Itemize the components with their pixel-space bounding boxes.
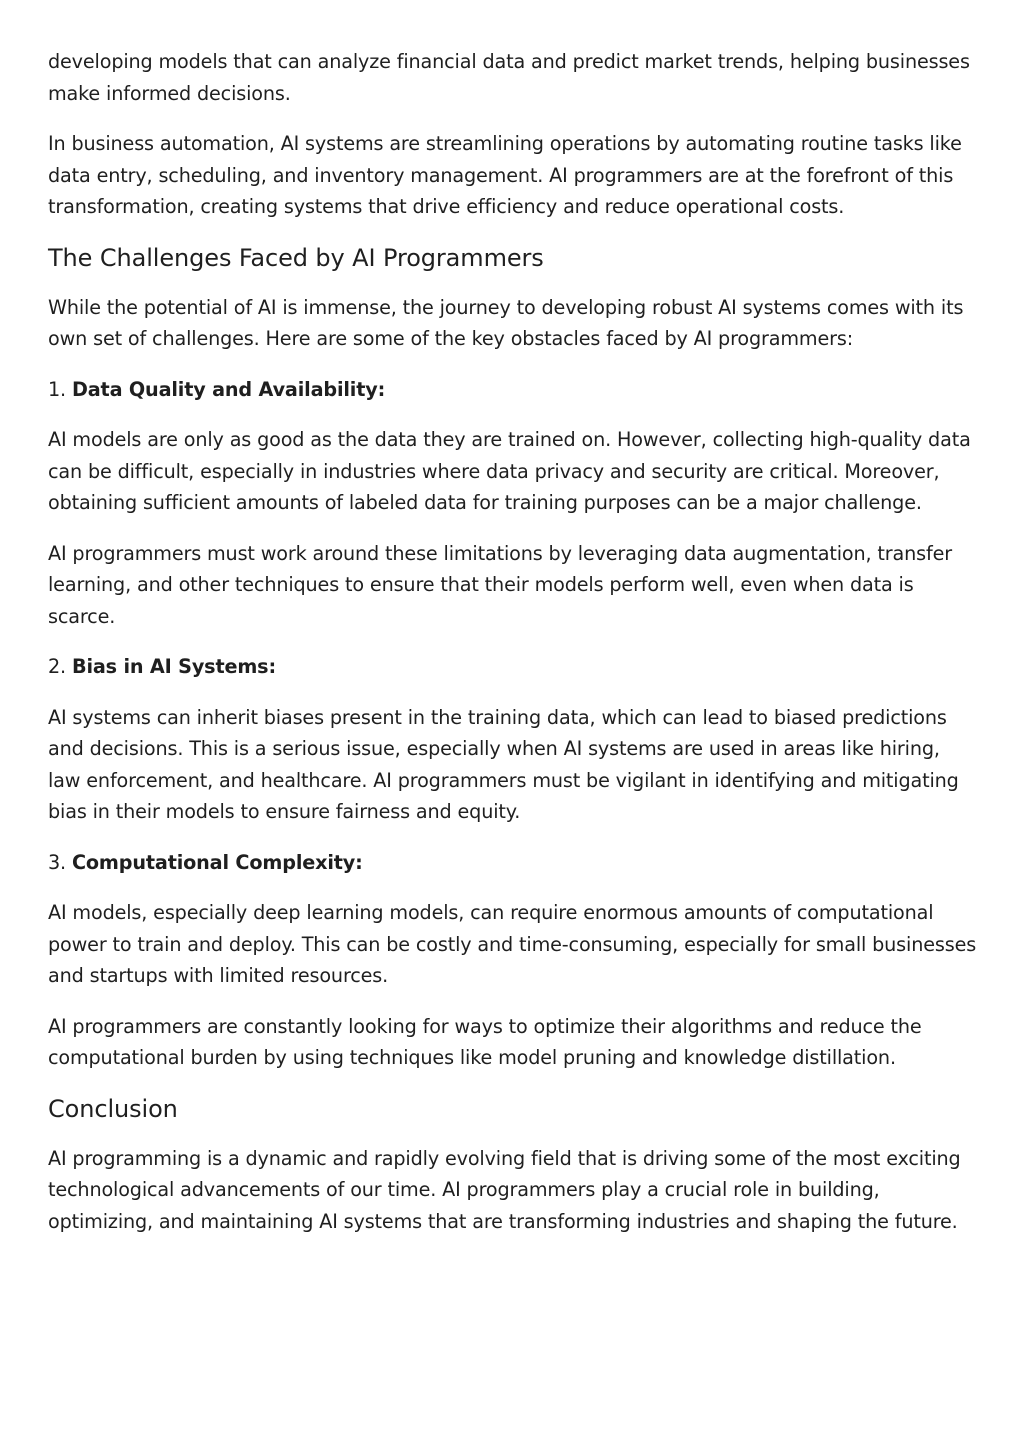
challenge-1-title: Data Quality and Availability: bbox=[71, 377, 386, 401]
challenge-1-number: 1. bbox=[48, 377, 67, 401]
challenge-3-title: Computational Complexity: bbox=[71, 850, 363, 874]
challenge-3-number: 3. bbox=[48, 850, 67, 874]
challenges-intro: While the potential of AI is immense, the journey to developing robust AI systems comes with its own set of challenges. Here are some of the key obstacles faced by AI programmers: bbox=[48, 295, 964, 350]
challenge-3-paragraph-1: AI models, especially deep learning models, can require enormous amounts of computational power to train and deploy. This can be costly and time-consuming, especially for small businesses and startups with limited resources. bbox=[48, 901, 977, 987]
document-page bbox=[48, 46, 978, 1256]
paragraph-business-automation: In business automation, AI systems are streamlining operations by automating routine tasks like data entry, scheduling, and inventory management. AI programmers are at the forefront of this transformation, creating systems that drive efficiency and reduce operational costs. bbox=[48, 132, 962, 218]
challenges-heading: The Challenges Faced by AI Programmers bbox=[48, 243, 544, 272]
challenge-2-paragraph-1: AI systems can inherit biases present in the training data, which can lead to biased predictions and decisions. This is a serious issue, especially when AI systems are used in areas like hiring, law enforcement, and healthcare. AI programmers must be vigilant in identifying and mitigating bias in their models to ensure fairness and equity. bbox=[48, 705, 959, 823]
challenge-3-heading bbox=[48, 847, 978, 879]
conclusion-paragraph: AI programming is a dynamic and rapidly evolving field that is driving some of the most exciting technological advancements of our time. AI programmers play a crucial role in building, optimizing, and maintaining AI systems that are transforming industries and shaping the future. bbox=[48, 1146, 961, 1233]
challenge-2-heading bbox=[48, 651, 978, 683]
challenge-1-paragraph-1: AI models are only as good as the data they are trained on. However, collecting high-quality data can be difficult, especially in industries where data privacy and security are critical. Moreover, obtaining sufficient amounts of labeled data for training purposes can be a major challenge. bbox=[48, 428, 971, 514]
challenge-1-heading bbox=[48, 374, 978, 406]
challenge-3-paragraph-2: AI programmers are constantly looking for ways to optimize their algorithms and reduce the computational burden by using techniques like model pruning and knowledge distillation. bbox=[48, 1014, 922, 1069]
paragraph-finance: developing models that can analyze financial data and predict market trends, helping businesses make informed decisions. bbox=[48, 50, 970, 105]
challenge-2-number: 2. bbox=[48, 655, 67, 678]
challenge-2-title: Bias in AI Systems: bbox=[71, 655, 276, 678]
challenge-1-paragraph-2: AI programmers must work around these limitations by leveraging data augmentation, transfer learning, and other techniques to ensure that their models perform well, even when data is scarce. bbox=[48, 541, 952, 628]
conclusion-heading: Conclusion bbox=[48, 1094, 178, 1123]
